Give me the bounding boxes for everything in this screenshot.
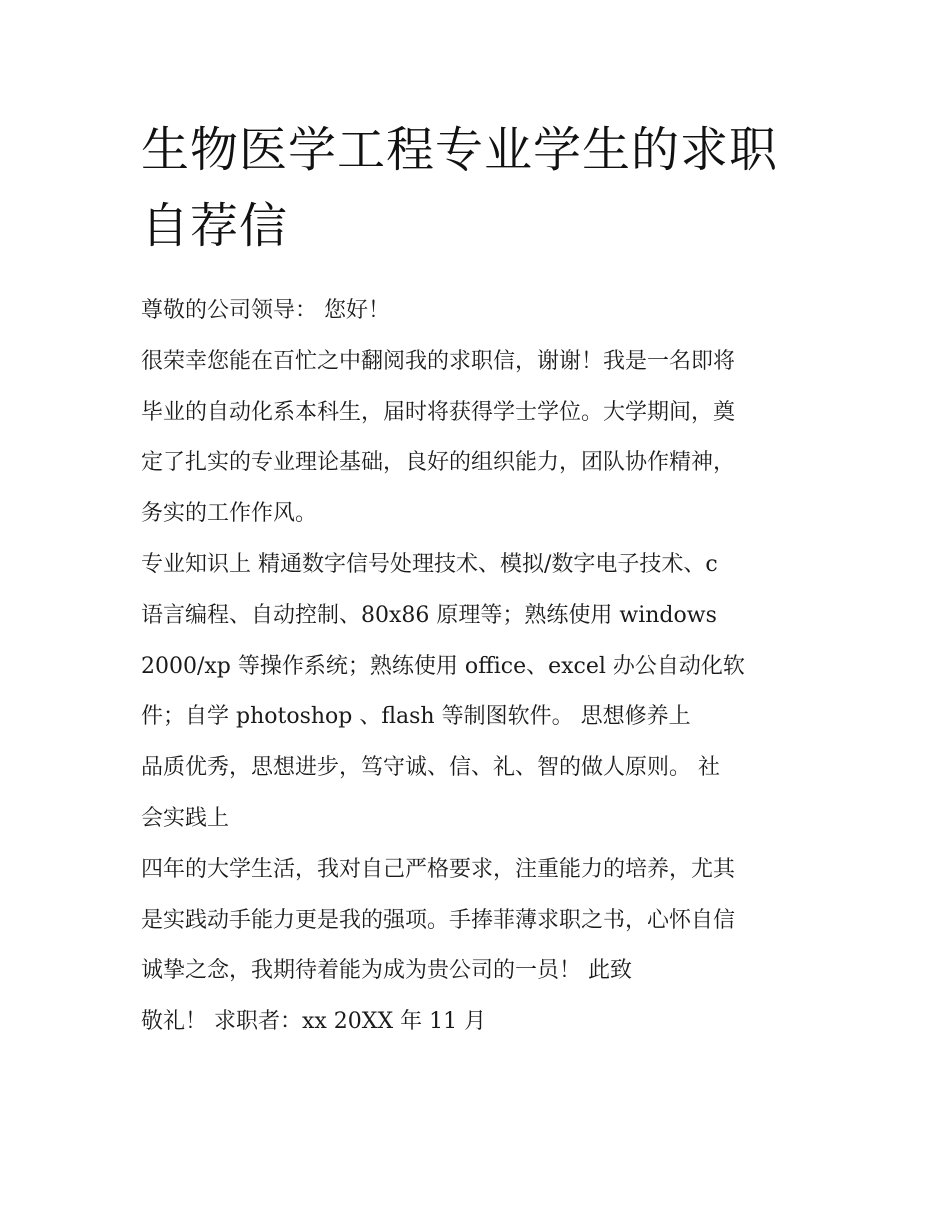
title-line: 生物医学工程专业学生的求职	[141, 122, 779, 178]
body-line: 是实践动手能力更是我的强项。手捧菲薄求职之书，心怀自信	[141, 907, 736, 933]
body-line: 定了扎实的专业理论基础，良好的组织能力，团队协作精神，	[141, 450, 736, 476]
body-line: 务实的工作作风。	[141, 501, 318, 527]
body-line: 件；自学 photoshop 、flash 等制图软件。 思想修养上	[141, 704, 691, 730]
closing-line: 敬礼！ 求职者：xx 20XX 年 11 月	[141, 1009, 487, 1035]
body-line: 语言编程、自动控制、80x86 原理等；熟练使用 windows	[141, 602, 717, 628]
letter-body	[141, 286, 813, 1048]
body-line: 2000/xp 等操作系统；熟练使用 office、excel 办公自动化软	[141, 653, 745, 679]
document-title	[141, 112, 813, 264]
body-line: 专业知识上 精通数字信号处理技术、模拟/数字电子技术、c	[141, 551, 718, 577]
document-content	[141, 112, 813, 1048]
title-line: 自荐信	[141, 198, 289, 254]
salutation-line: 尊敬的公司领导： 您好！	[141, 298, 390, 323]
body-line: 四年的大学生活，我对自己严格要求，注重能力的培养，尤其	[141, 856, 736, 882]
body-line: 品质优秀，思想进步，笃守诚、信、礼、智的做人原则。 社	[141, 755, 720, 781]
body-line: 会实践上	[141, 805, 230, 831]
body-line: 很荣幸您能在百忙之中翻阅我的求职信，谢谢！我是一名即将	[141, 348, 736, 374]
body-line: 诚挚之念，我期待着能为成为贵公司的一员！ 此致	[141, 958, 632, 984]
body-line: 毕业的自动化系本科生，届时将获得学士学位。大学期间，奠	[141, 399, 736, 425]
